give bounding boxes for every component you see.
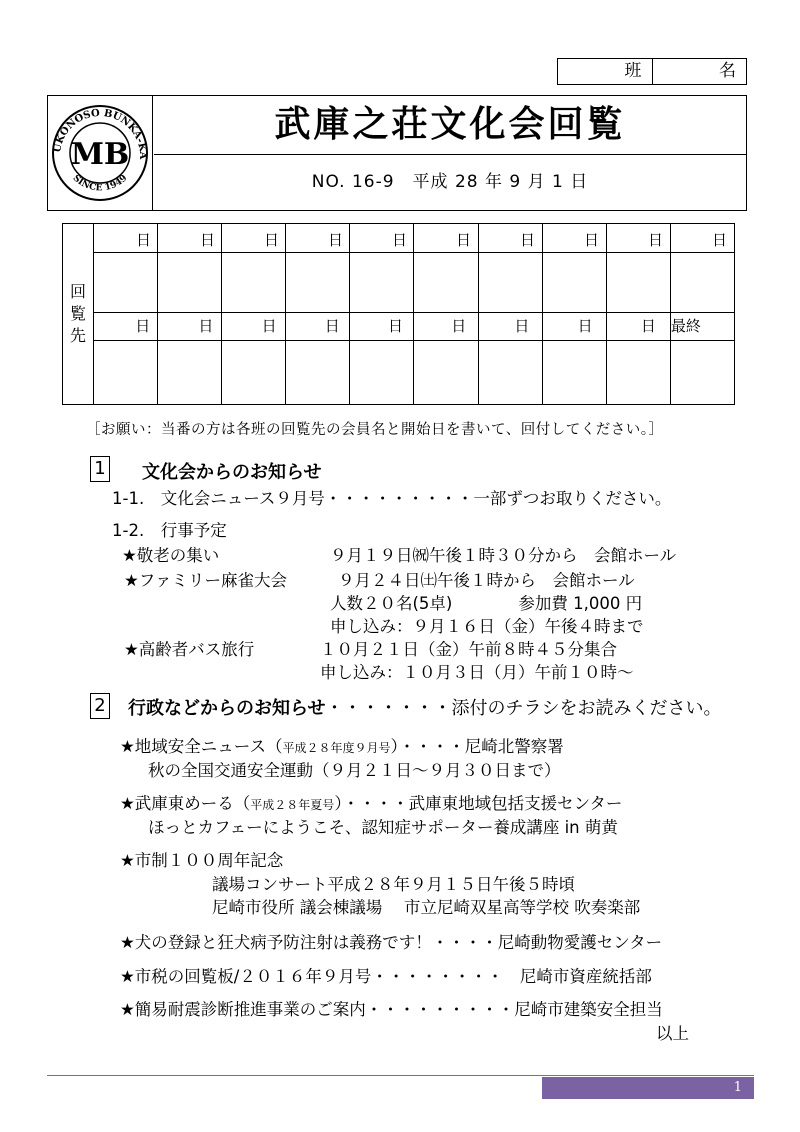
page-number: 1: [542, 1077, 754, 1099]
notice-line: ★犬の登録と狂犬病予防注射は義務です！・・・・尼崎動物愛護センター: [120, 933, 663, 952]
event-detail: 申し込み：９月１６日（金）午後４時まで: [330, 617, 644, 636]
section-title: 文化会からのお知らせ: [142, 462, 322, 483]
circulation-grid: [62, 223, 735, 405]
day-cell[interactable]: 日: [198, 317, 214, 335]
section-number: 2: [90, 693, 110, 719]
page-title: 武庫之荘文化会回覧: [154, 96, 746, 155]
day-cell[interactable]: 日: [519, 231, 535, 249]
date-row-2: [94, 312, 734, 340]
day-cell[interactable]: 日: [324, 317, 340, 335]
day-cell[interactable]: 日: [199, 231, 215, 249]
day-cell[interactable]: 日: [263, 231, 279, 249]
day-cell[interactable]: 日: [455, 231, 471, 249]
section-number: 1: [90, 456, 110, 482]
label-char: 先: [69, 326, 86, 345]
day-cell[interactable]: 日: [577, 317, 593, 335]
day-cell[interactable]: 日: [135, 317, 151, 335]
event-name: ★ファミリー麻雀大会: [124, 571, 287, 590]
event-detail: １０月２１日（金）午前８時４５分集合: [320, 640, 617, 659]
name-cell: 名: [652, 59, 747, 84]
logo-arc-top: UKONOSO BUNKA-KA: [52, 107, 149, 160]
newsletter-header: [47, 95, 747, 211]
event-detail: 申し込み：１０月３日（月）午前１０時～: [320, 663, 634, 682]
section-title: 行政などからのお知らせ: [128, 698, 326, 719]
day-cell[interactable]: 日: [640, 317, 656, 335]
news-item: 1-1. 文化会ニュース９月号・・・・・・・・・一部ずつお取りください。: [112, 489, 672, 508]
notice-line: ★簡易耐震診断推進事業のご案内・・・・・・・・・尼崎市建築安全担当: [120, 1000, 663, 1019]
day-cell[interactable]: 日: [711, 231, 727, 249]
team-name-box: [557, 58, 747, 85]
label-char: 回: [69, 282, 86, 301]
day-cell[interactable]: 日: [327, 231, 343, 249]
notice-line: 尼崎市役所 議会棟議場 市立尼崎双星高等学校 吹奏楽部: [212, 898, 641, 917]
day-cell[interactable]: 日: [647, 231, 663, 249]
day-cell[interactable]: 日: [583, 231, 599, 249]
day-cell[interactable]: 日: [135, 231, 151, 249]
logo-initials: MB: [70, 137, 130, 172]
team-cell: 班: [624, 61, 642, 81]
issue-number-date: NO. 16-9 平成 28 年 9 月 1 日: [311, 172, 589, 192]
notice-line: 議場コンサート平成２８年９月１５日午後５時頃: [212, 875, 575, 894]
mb-logo-emblem: [48, 96, 152, 210]
event-detail: ９月２４日㈯午後１時から 会館ホール: [338, 571, 635, 590]
logo-arc-bottom: SINCE 1949: [70, 173, 130, 194]
notice-line: ★市税の回覧板/２０１６年９月号・・・・・・・・ 尼崎市資産統括部: [120, 967, 652, 986]
label-char: 覧: [69, 304, 86, 323]
day-cell[interactable]: 日: [514, 317, 530, 335]
event-detail: 人数２０名(5卓) 参加費 1,000 円: [330, 594, 643, 613]
notice-line: ★武庫東めーる（平成２８年夏号）・・・・武庫東地域包括支援センター: [120, 794, 623, 813]
final-cell[interactable]: 最終: [670, 317, 701, 335]
notice-line: 秋の全国交通安全運動（９月２１日～９月３０日まで）: [148, 761, 561, 780]
section-title-line: [128, 694, 721, 720]
event-name: ★高齢者バス旅行: [124, 640, 255, 659]
circulation-label: [63, 224, 94, 404]
day-cell[interactable]: 日: [451, 317, 467, 335]
notice-line: ★地域安全ニュース（平成２８年度９月号）・・・・尼崎北警察署: [120, 737, 564, 756]
day-cell[interactable]: 日: [261, 317, 277, 335]
logo: [48, 96, 153, 210]
closing-mark: 以上: [656, 1024, 689, 1043]
request-note: ［お願い：当番の方は各班の回覧先の会員名と開始日を書いて、回付してください。］: [86, 422, 664, 438]
notice-line: ほっとカフェーにようこそ、認知症サポーター養成講座 in 萌黄: [148, 818, 618, 837]
schedule-heading: 1-2. 行事予定: [112, 521, 227, 540]
event-detail: ９月１９日㈷午後１時３０分から 会館ホール: [330, 546, 677, 565]
notice-line: ★市制１００周年記念: [120, 851, 284, 870]
section-title-suffix: ・・・・・・・添付のチラシをお読みください。: [325, 698, 722, 719]
day-cell[interactable]: 日: [391, 231, 407, 249]
day-cell[interactable]: 日: [388, 317, 404, 335]
date-row-1: [94, 228, 734, 252]
event-name: ★敬老の集い: [122, 546, 220, 565]
footer-rule: [47, 1075, 754, 1076]
